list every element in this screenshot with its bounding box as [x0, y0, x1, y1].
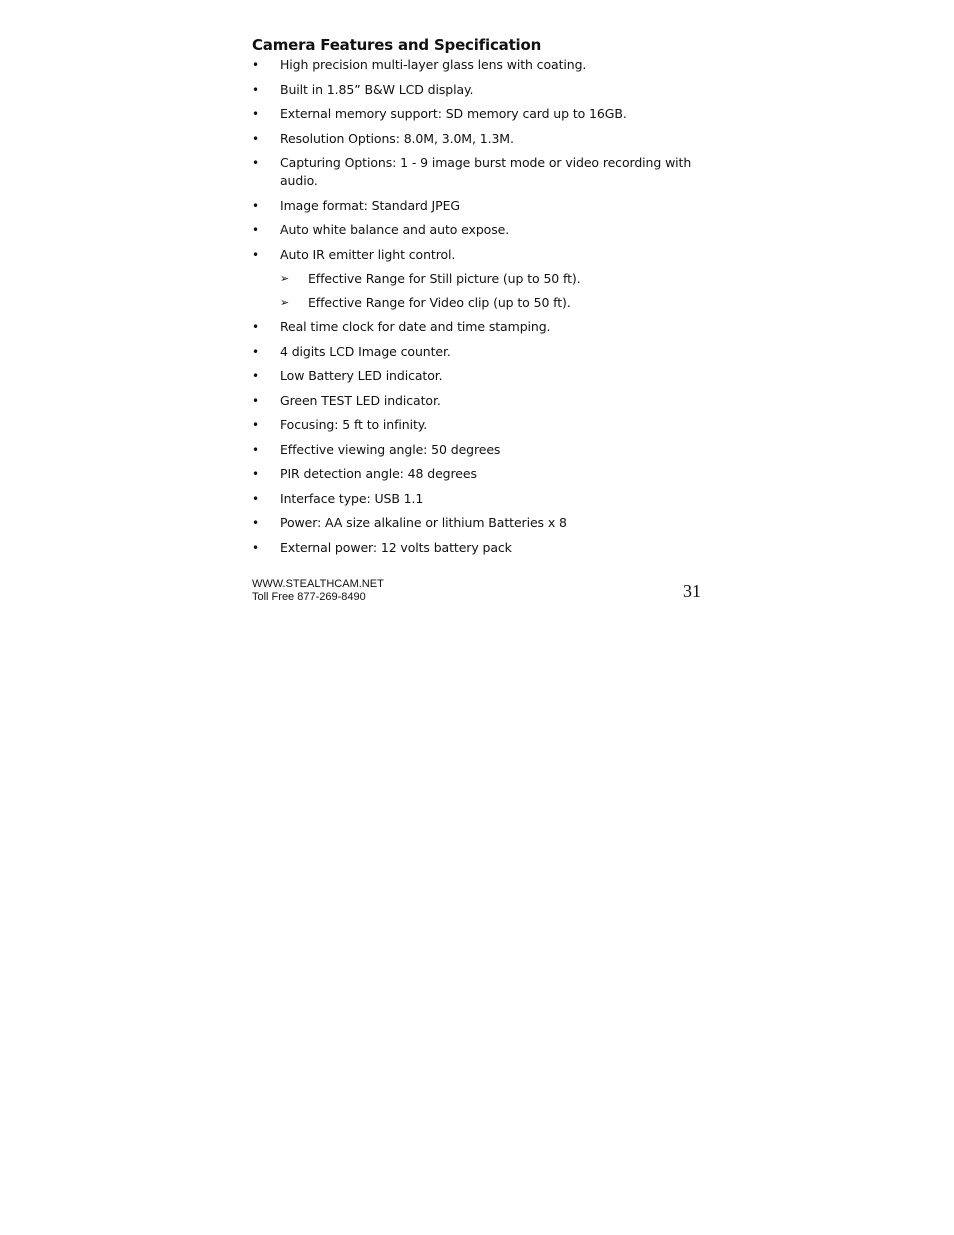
- sub-feature-text: Effective Range for Video clip (up to 50 ft).: [308, 295, 571, 310]
- feature-text: PIR detection angle: 48 degrees: [280, 466, 477, 481]
- feature-text: Focusing: 5 ft to infinity.: [280, 417, 428, 432]
- toll-free-phone: Toll Free 877-269-8490: [252, 591, 366, 603]
- bullet-icon: •: [252, 393, 259, 408]
- bullet-icon: •: [252, 58, 259, 72]
- website-text: WWW.STEALTHCAM.NET: [252, 578, 384, 590]
- bullet-icon: •: [252, 516, 259, 530]
- feature-text: High precision multi-layer glass lens with coating.: [280, 57, 587, 72]
- bullet-icon: •: [252, 442, 259, 457]
- feature-text: Interface type: USB 1.1: [280, 490, 424, 506]
- list-item: [252, 416, 692, 434]
- list-item: [252, 221, 692, 239]
- bullet-icon: •: [252, 107, 259, 121]
- list-item: [252, 56, 692, 74]
- arrow-bullet-icon: ➢: [280, 296, 290, 309]
- feature-text: External memory support: SD memory card up to 16GB.: [280, 106, 627, 121]
- page-number: 31: [683, 581, 701, 601]
- feature-text: External power: 12 volts battery pack: [280, 539, 512, 555]
- list-item: [252, 197, 692, 215]
- list-item: [252, 130, 692, 148]
- list-item: [252, 246, 692, 264]
- bullet-icon: •: [252, 82, 259, 97]
- feature-text: Capturing Options: 1 - 9 image burst mode or video recording with audio.: [280, 155, 692, 188]
- bullet-icon: •: [252, 247, 259, 262]
- feature-text: Real time clock for date and time stamping.: [280, 319, 551, 334]
- list-item: [252, 465, 692, 483]
- bullet-icon: •: [252, 369, 259, 383]
- bullet-icon: •: [252, 491, 259, 506]
- list-item: [252, 514, 692, 532]
- list-item: [252, 441, 692, 459]
- features-list: [252, 56, 692, 563]
- sub-list-item: [252, 294, 692, 312]
- list-item: [252, 490, 692, 508]
- list-item: [252, 318, 692, 336]
- page-footer: [252, 578, 384, 604]
- section-title: Camera Features and Specification: [252, 36, 542, 54]
- arrow-bullet-icon: ➢: [280, 272, 290, 285]
- bullet-icon: •: [252, 418, 259, 432]
- list-item: [252, 539, 692, 557]
- feature-text: Effective viewing angle: 50 degrees: [280, 441, 501, 457]
- feature-text: Built in 1.85” B&W LCD display.: [280, 81, 474, 97]
- feature-text: Green TEST LED indicator.: [280, 392, 441, 408]
- bullet-icon: •: [252, 156, 259, 170]
- list-item: [252, 343, 692, 361]
- list-item: [252, 81, 692, 99]
- feature-text: Power: AA size alkaline or lithium Batteries x 8: [280, 515, 567, 530]
- sub-list-item: [252, 270, 692, 288]
- feature-text: Low Battery LED indicator.: [280, 368, 443, 383]
- bullet-icon: •: [252, 198, 259, 213]
- bullet-icon: •: [252, 467, 259, 481]
- feature-text: Auto white balance and auto expose.: [280, 222, 510, 237]
- bullet-icon: •: [252, 223, 259, 237]
- feature-text: Image format: Standard JPEG: [280, 197, 460, 213]
- feature-text: Resolution Options: 8.0M, 3.0M, 1.3M.: [280, 130, 514, 146]
- list-item: [252, 367, 692, 385]
- bullet-icon: •: [252, 131, 259, 146]
- bullet-icon: •: [252, 344, 259, 359]
- list-item: [252, 154, 692, 190]
- bullet-icon: •: [252, 540, 259, 555]
- feature-text: 4 digits LCD Image counter.: [280, 343, 451, 359]
- feature-text: Auto IR emitter light control.: [280, 246, 456, 262]
- list-item: [252, 105, 692, 123]
- sub-feature-text: Effective Range for Still picture (up to 50 ft).: [308, 271, 581, 286]
- bullet-icon: •: [252, 320, 259, 334]
- list-item: [252, 392, 692, 410]
